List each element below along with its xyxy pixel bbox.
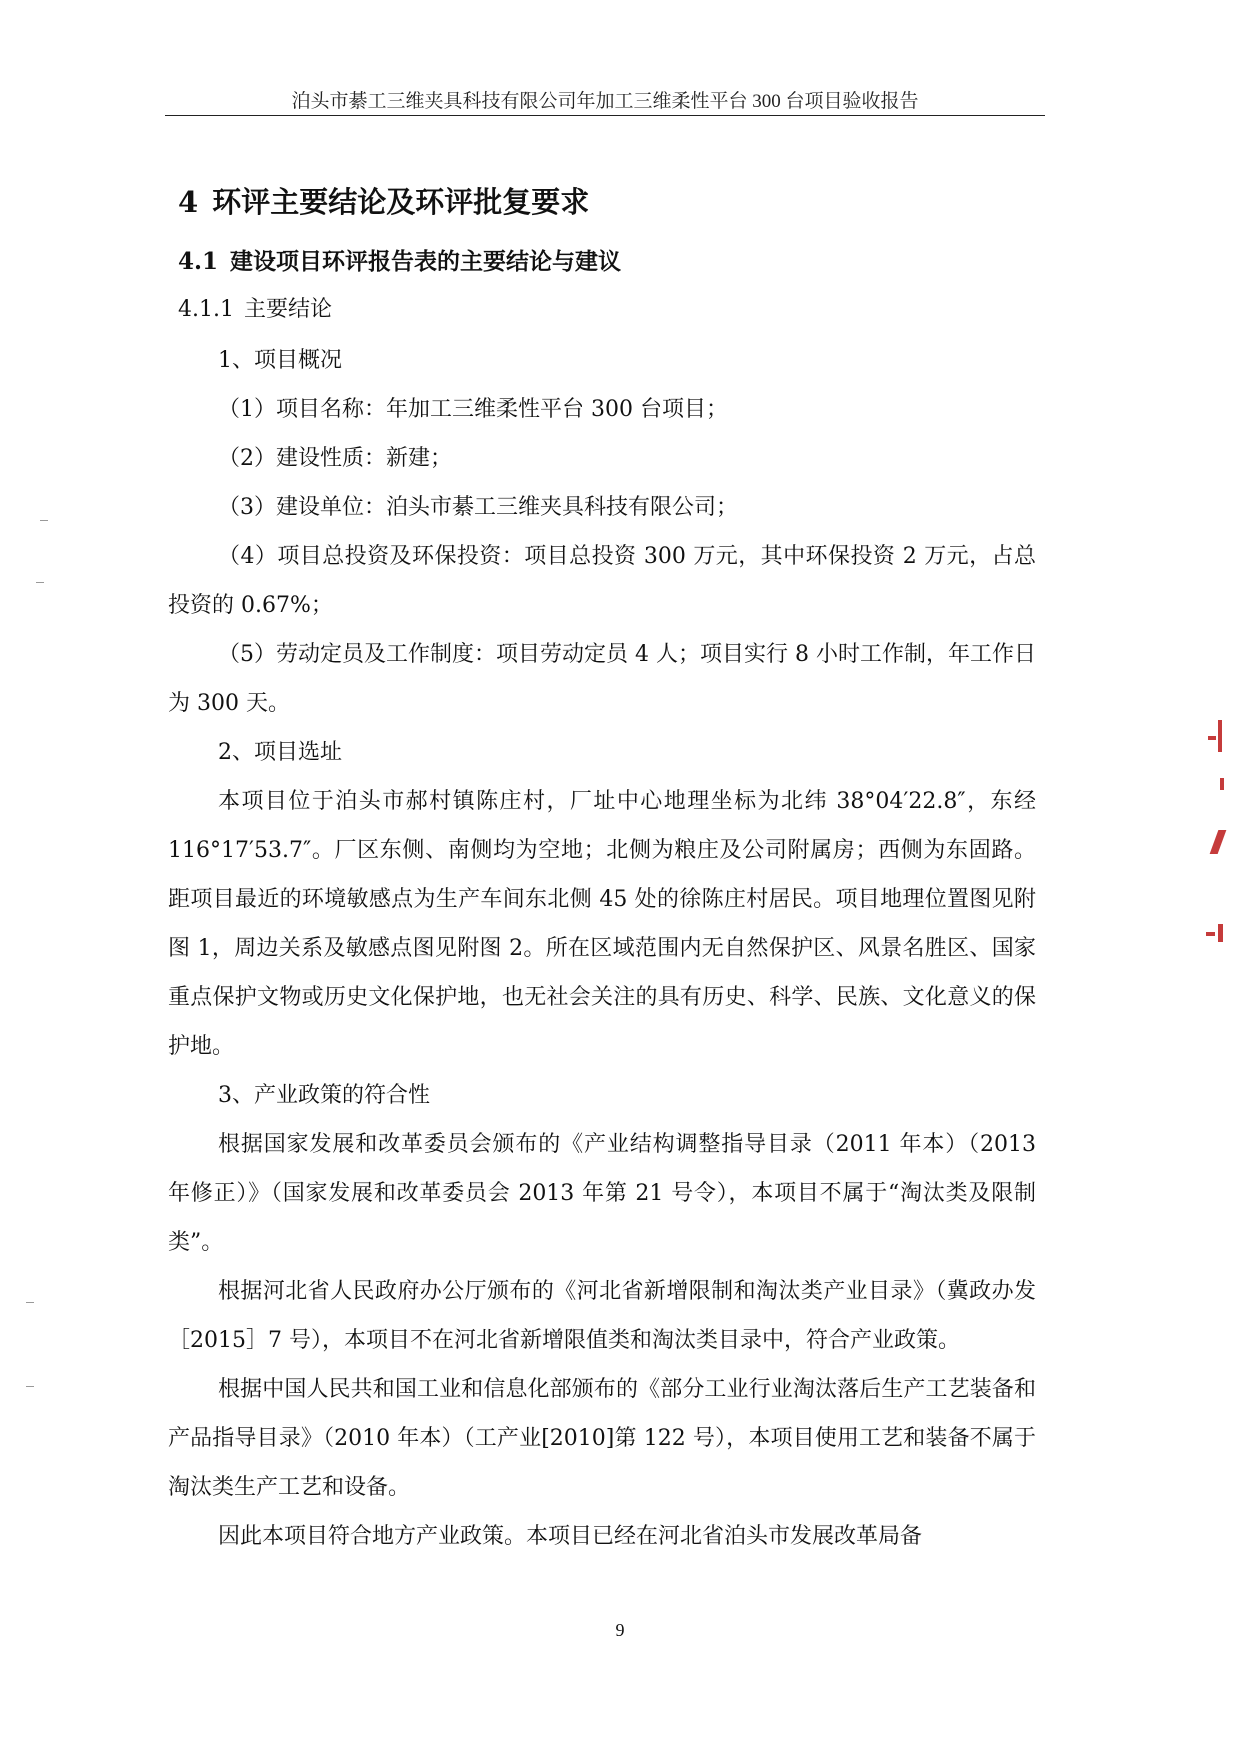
list-item-construction-unit: （3）建设单位：泊头市綦工三维夹具科技有限公司； <box>218 495 738 520</box>
seal-fragment <box>1218 720 1222 752</box>
paragraph-policy-national: 根据国家发展和改革委员会颁布的《产业结构调整指导目录（2011 年本）（2013 年修正）》（国家发展和改革委员会 2013 年第 21 号令），本项目不属于“淘汰类及限制类”。 <box>168 1132 1036 1255</box>
list-item-project-name: （1）项目名称：年加工三维柔性平台 300 台项目； <box>218 397 728 422</box>
paragraph-policy-hebei: 根据河北省人民政府办公厅颁布的《河北省新增限制和淘汰类产业目录》（冀政办发［2015］7 号），本项目不在河北省新增限值类和淘汰类目录中，符合产业政策。 <box>168 1279 1036 1353</box>
paragraph-site-description: 本项目位于泊头市郝村镇陈庄村，厂址中心地理坐标为北纬 38°04′22.8″，东经 116°17′53.7″。厂区东侧、南侧均为空地；北侧为粮庄及公司附属房；西侧为东固路。距项目最近的环境敏感点为生产车间东北侧 45 处的徐陈庄村居民。项目地理位置图见附图 1，周边关系及敏感点图见附图 2。所在区域范围内无自然保护区、风景名胜区、国家重点保护文物或历史文化保护地，也无社会关注的具有历史、科学、民族、文化意义的保护地。 <box>168 789 1036 1059</box>
paragraph-policy-conclusion: 因此本项目符合地方产业政策。本项目已经在河北省泊头市发展改革局备 <box>218 1524 923 1549</box>
section-title: 环评主要结论及环评批复要求 <box>212 185 590 219</box>
item-heading-policy: 3、产业政策的符合性 <box>218 1083 430 1108</box>
section-heading <box>178 180 589 221</box>
running-header: 泊头市綦工三维夹具科技有限公司年加工三维柔性平台 300 台项目验收报告 <box>291 91 919 112</box>
section-number: 4 <box>178 185 199 219</box>
subsection-number: 4.1 <box>178 248 219 275</box>
list-item-investment: （4）项目总投资及环保投资：项目总投资 300 万元，其中环保投资 2 万元，占总投资的 0.67%； <box>168 544 1036 618</box>
scan-speck <box>26 1386 34 1387</box>
list-item-staffing: （5）劳动定员及工作制度：项目劳动定员 4 人；项目实行 8 小时工作制，年工作日为 300 天。 <box>168 642 1036 716</box>
item-heading-overview: 1、项目概况 <box>218 348 342 373</box>
scan-speck <box>40 520 48 521</box>
seal-fragment <box>1208 736 1216 740</box>
scan-speck <box>36 582 44 583</box>
seal-fragment <box>1206 932 1215 936</box>
header-rule <box>165 115 1045 116</box>
scan-speck <box>26 1302 34 1303</box>
subsection-heading <box>178 243 621 276</box>
page-number: 9 <box>615 1620 625 1640</box>
subsection-title: 建设项目环评报告表的主要结论与建议 <box>230 248 622 275</box>
body-text <box>168 336 1036 1561</box>
subsubsection-heading <box>178 292 332 323</box>
list-item-construction-nature: （2）建设性质：新建； <box>218 446 452 471</box>
seal-fragment <box>1218 924 1223 942</box>
item-heading-site: 2、项目选址 <box>218 740 342 765</box>
subsubsection-title: 主要结论 <box>243 297 332 322</box>
subsubsection-number: 4.1.1 <box>178 297 234 322</box>
seal-fragment <box>1210 830 1227 854</box>
seal-fragment <box>1220 778 1224 790</box>
paragraph-policy-miit: 根据中国人民共和国工业和信息化部颁布的《部分工业行业淘汰落后生产工艺装备和产品指导目录》（2010 年本）（工产业[2010]第 122 号），本项目使用工艺和装备不属于淘汰类生产工艺和设备。 <box>168 1377 1036 1500</box>
